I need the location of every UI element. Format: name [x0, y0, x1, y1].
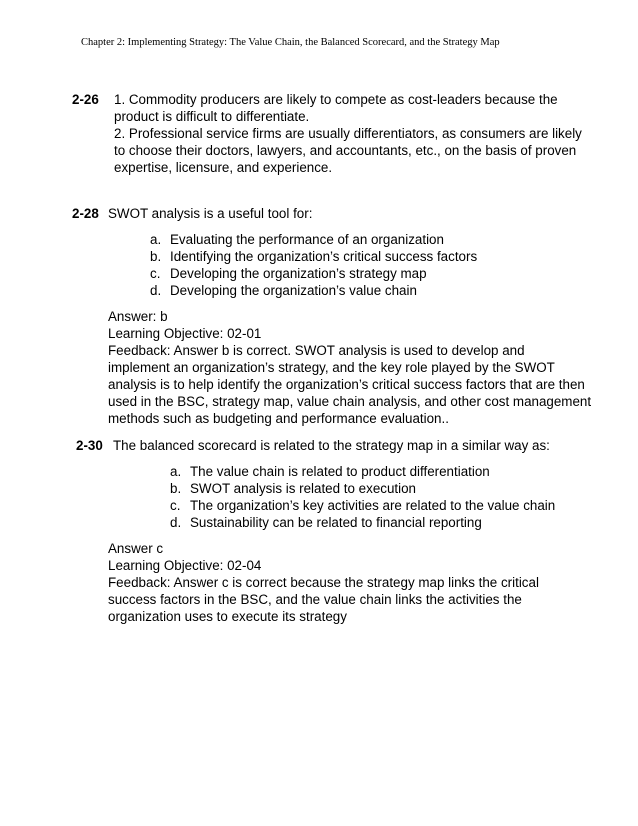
answer-line: to choose their doctors, lawyers, and accountants, etc., on the basis of proven	[114, 143, 577, 158]
question-text: The balanced scorecard is related to the strategy map in a similar way as:	[113, 438, 550, 453]
option-a	[170, 463, 490, 480]
option-text: SWOT analysis is related to execution	[190, 481, 417, 496]
option-letter: a.	[170, 464, 182, 479]
feedback-line: implement an organization’s strategy, and the key role played by the SWOT	[108, 360, 555, 375]
option-text: The organization’s key activities are related to the value chain	[190, 498, 556, 513]
feedback-line: organization uses to execute its strategy	[108, 609, 347, 624]
answer-line: product is difficult to differentiate.	[114, 109, 310, 124]
question-number: 2-26	[72, 92, 99, 107]
option-letter: c.	[170, 498, 181, 513]
answer: Answer: b	[108, 309, 168, 324]
option-text: Developing the organization’s strategy map	[170, 266, 427, 281]
page-header: Chapter 2: Implementing Strategy: The Value Chain, the Balanced Scorecard, and the Strategy Map	[81, 37, 500, 48]
option-letter: b.	[170, 481, 182, 496]
option-c	[150, 265, 427, 282]
learning-objective: Learning Objective: 02-01	[108, 326, 262, 341]
option-b	[170, 480, 416, 497]
feedback-line: Feedback: Answer b is correct. SWOT analysis is used to develop and	[108, 343, 525, 358]
option-text: Developing the organization’s value chain	[170, 283, 417, 298]
option-letter: c.	[150, 266, 161, 281]
feedback-line: used in the BSC, strategy map, value chain analysis, and other cost management	[108, 394, 592, 409]
option-letter: a.	[150, 232, 162, 247]
option-text: Evaluating the performance of an organization	[170, 232, 444, 247]
learning-objective: Learning Objective: 02-04	[108, 558, 262, 573]
option-d	[170, 514, 482, 531]
answer-line: 1. Commodity producers are likely to compete as cost-leaders because the	[114, 92, 558, 107]
option-text: Sustainability can be related to financial reporting	[190, 515, 482, 530]
question-number: 2-28	[72, 206, 99, 221]
question-text: SWOT analysis is a useful tool for:	[108, 206, 313, 221]
option-d	[150, 282, 417, 299]
feedback-line: success factors in the BSC, and the value chain links the activities the	[108, 592, 522, 607]
option-letter: d.	[170, 515, 182, 530]
answer-line: 2. Professional service firms are usually differentiators, as consumers are likely	[114, 126, 582, 141]
option-text: The value chain is related to product differentiation	[190, 464, 490, 479]
feedback-line: Feedback: Answer c is correct because the strategy map links the critical	[108, 575, 539, 590]
answer: Answer c	[108, 541, 164, 556]
option-text: Identifying the organization’s critical success factors	[170, 249, 478, 264]
option-letter: b.	[150, 249, 162, 264]
question-number: 2-30	[76, 438, 103, 453]
feedback-line: analysis is to help identify the organization’s critical success factors that are then	[108, 377, 585, 392]
option-c	[170, 497, 555, 514]
feedback-line: methods such as budgeting and performance evaluation..	[108, 411, 449, 426]
option-letter: d.	[150, 283, 162, 298]
option-b	[150, 248, 477, 265]
answer-line: expertise, licensure, and experience.	[114, 160, 333, 175]
option-a	[150, 231, 444, 248]
